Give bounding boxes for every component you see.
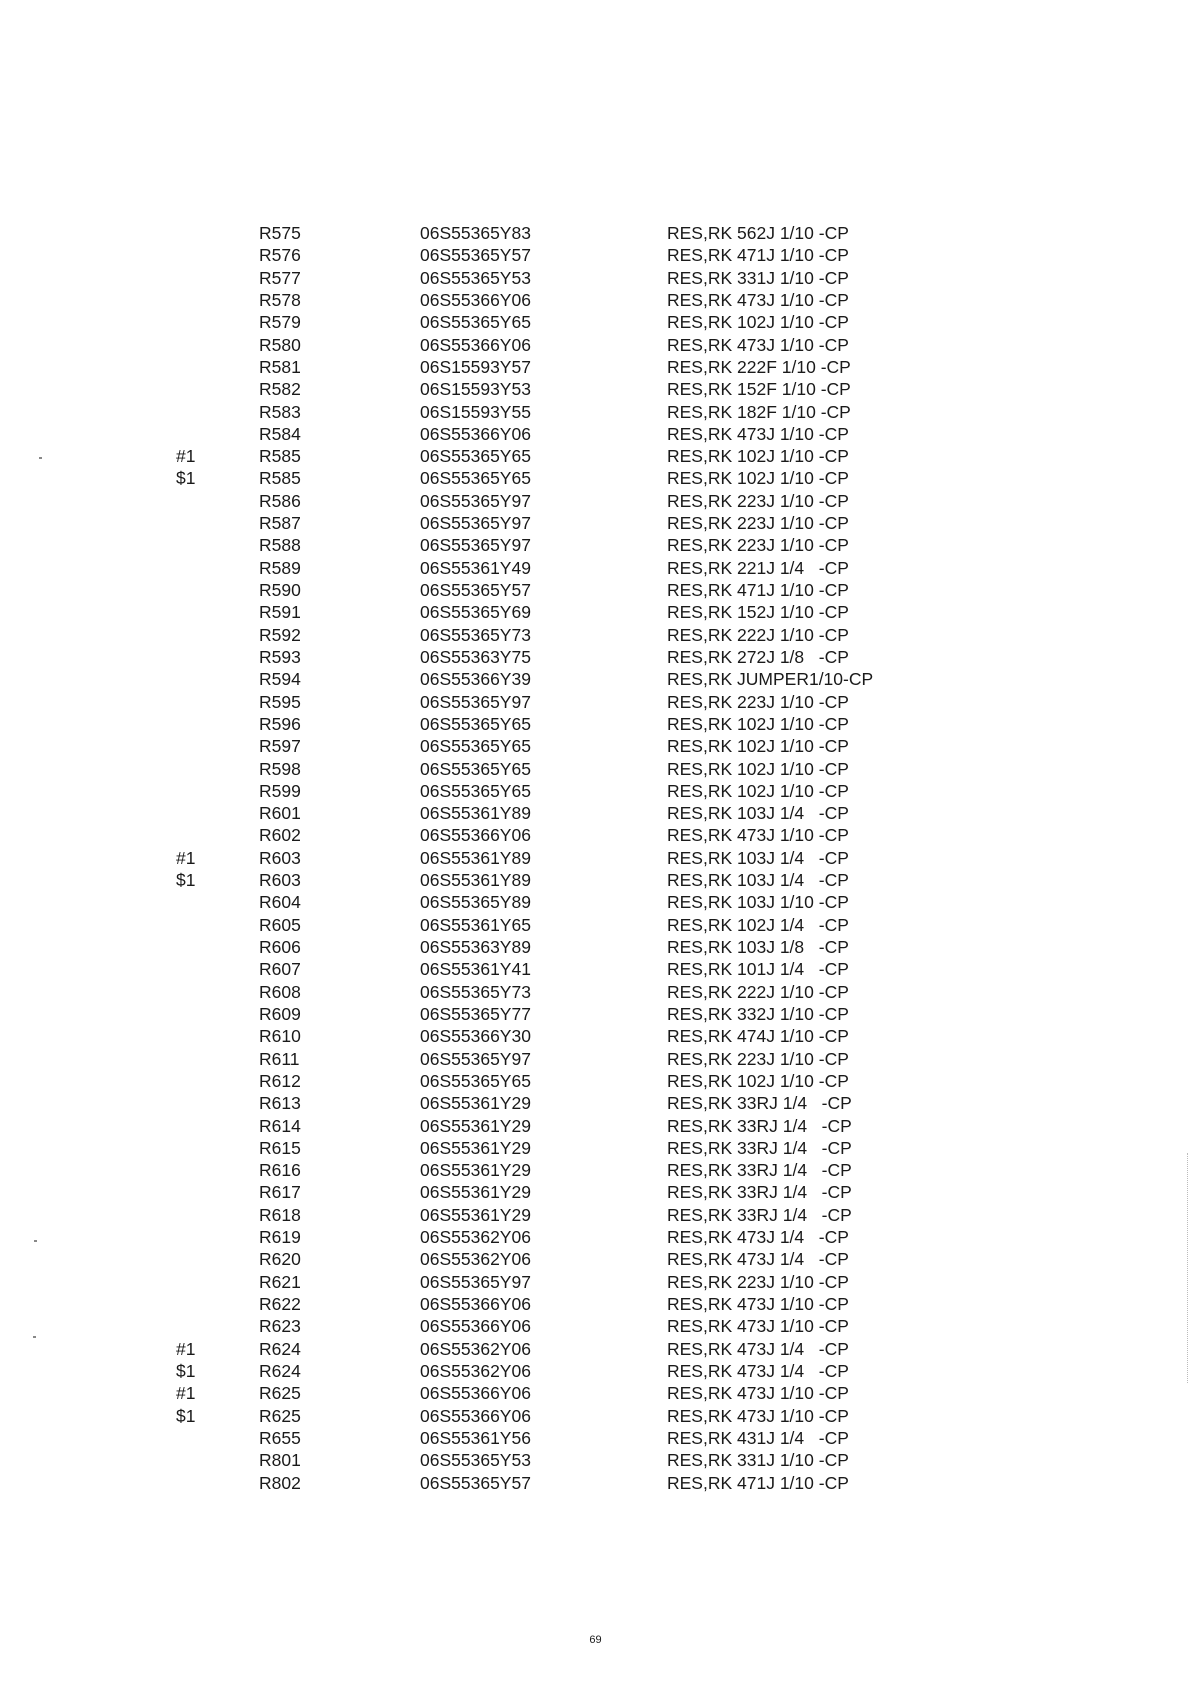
revision-note: #1 (176, 847, 196, 868)
part-description: RES,RK 473J 1/4 -CP (667, 1338, 849, 1359)
parts-row (0, 1070, 1191, 1092)
part-number: 06S55365Y65 (420, 780, 531, 801)
reference-designator: R597 (259, 736, 301, 757)
scan-speck (33, 1336, 36, 1338)
parts-row (0, 1427, 1191, 1449)
part-number: 06S55366Y06 (420, 1316, 531, 1337)
parts-row (0, 891, 1191, 913)
parts-row (0, 1115, 1191, 1137)
part-description: RES,RK 102J 1/10 -CP (667, 468, 849, 489)
part-number: 06S55365Y53 (420, 1450, 531, 1471)
part-number: 06S55365Y77 (420, 1003, 531, 1024)
part-number: 06S55366Y06 (420, 334, 531, 355)
part-description: RES,RK 102J 1/10 -CP (667, 713, 849, 734)
parts-row (0, 668, 1191, 690)
part-number: 06S55361Y56 (420, 1427, 531, 1448)
parts-row (0, 624, 1191, 646)
parts-row (0, 1025, 1191, 1047)
part-description: RES,RK 473J 1/10 -CP (667, 289, 849, 310)
parts-row (0, 534, 1191, 556)
reference-designator: R595 (259, 691, 301, 712)
parts-row (0, 557, 1191, 579)
reference-designator: R602 (259, 825, 301, 846)
part-description: RES,RK 223J 1/10 -CP (667, 513, 849, 534)
parts-row (0, 1405, 1191, 1427)
revision-note: $1 (176, 1360, 196, 1381)
part-description: RES,RK 473J 1/10 -CP (667, 1383, 849, 1404)
reference-designator: R616 (259, 1160, 301, 1181)
part-description: RES,RK 33RJ 1/4 -CP (667, 1137, 852, 1158)
parts-row (0, 579, 1191, 601)
part-number: 06S55365Y65 (420, 713, 531, 734)
reference-designator: R603 (259, 870, 301, 891)
reference-designator: R583 (259, 401, 301, 422)
part-number: 06S55361Y89 (420, 870, 531, 891)
parts-row (0, 1003, 1191, 1025)
parts-row (0, 1092, 1191, 1114)
part-description: RES,RK 331J 1/10 -CP (667, 267, 849, 288)
part-number: 06S55366Y39 (420, 669, 531, 690)
parts-row (0, 914, 1191, 936)
parts-row (0, 713, 1191, 735)
parts-row (0, 936, 1191, 958)
reference-designator: R596 (259, 713, 301, 734)
part-number: 06S55365Y65 (420, 468, 531, 489)
parts-row (0, 1181, 1191, 1203)
reference-designator: R609 (259, 1003, 301, 1024)
part-number: 06S55361Y29 (420, 1115, 531, 1136)
part-number: 06S55366Y06 (420, 1294, 531, 1314)
part-description: RES,RK 471J 1/10 -CP (667, 245, 849, 266)
reference-designator: R605 (259, 914, 301, 935)
reference-designator: R802 (259, 1472, 301, 1493)
parts-row (0, 735, 1191, 757)
reference-designator: R613 (259, 1093, 301, 1114)
reference-designator: R604 (259, 892, 301, 913)
parts-row (0, 601, 1191, 623)
part-description: RES,RK 471J 1/10 -CP (667, 580, 849, 600)
reference-designator: R585 (259, 446, 301, 467)
reference-designator: R801 (259, 1450, 301, 1471)
reference-designator: R615 (259, 1137, 301, 1158)
part-number: 06S55362Y06 (420, 1249, 531, 1270)
part-description: RES,RK 473J 1/4 -CP (667, 1249, 849, 1270)
part-description: RES,RK 152J 1/10 -CP (667, 602, 849, 623)
part-description: RES,RK 473J 1/10 -CP (667, 1294, 849, 1314)
parts-row (0, 445, 1191, 467)
part-description: RES,RK 102J 1/10 -CP (667, 780, 849, 801)
part-description: RES,RK 473J 1/10 -CP (667, 825, 849, 846)
reference-designator: R593 (259, 646, 301, 667)
part-number: 06S55363Y75 (420, 646, 531, 667)
reference-designator: R618 (259, 1204, 301, 1225)
part-description: RES,RK 473J 1/10 -CP (667, 334, 849, 355)
part-description: RES,RK 223J 1/10 -CP (667, 535, 849, 556)
part-number: 06S55366Y06 (420, 1383, 531, 1404)
reference-designator: R620 (259, 1249, 301, 1270)
part-description: RES,RK 223J 1/10 -CP (667, 490, 849, 511)
revision-note: $1 (176, 1405, 196, 1426)
part-number: 06S55365Y89 (420, 892, 531, 913)
reference-designator: R603 (259, 847, 301, 868)
reference-designator: R606 (259, 937, 301, 957)
part-description: RES,RK 223J 1/10 -CP (667, 691, 849, 712)
parts-row (0, 1360, 1191, 1382)
part-description: RES,RK 331J 1/10 -CP (667, 1450, 849, 1471)
parts-row (0, 423, 1191, 445)
parts-row (0, 646, 1191, 668)
parts-row (0, 1159, 1191, 1181)
part-number: 06S55365Y57 (420, 1472, 531, 1493)
scan-edge-mark (1187, 1153, 1189, 1383)
part-number: 06S55361Y41 (420, 959, 531, 980)
part-description: RES,RK 222F 1/10 -CP (667, 356, 851, 377)
parts-row (0, 267, 1191, 289)
part-description: RES,RK 223J 1/10 -CP (667, 1048, 849, 1069)
part-number: 06S55366Y06 (420, 1405, 531, 1426)
reference-designator: R585 (259, 468, 301, 489)
parts-row (0, 1293, 1191, 1315)
reference-designator: R582 (259, 379, 301, 400)
part-description: RES,RK 473J 1/10 -CP (667, 1405, 849, 1426)
part-number: 06S55361Y29 (420, 1137, 531, 1158)
parts-row (0, 1226, 1191, 1248)
parts-row (0, 401, 1191, 423)
part-number: 06S55365Y69 (420, 602, 531, 623)
part-number: 06S55365Y57 (420, 245, 531, 266)
reference-designator: R625 (259, 1405, 301, 1426)
reference-designator: R584 (259, 423, 301, 444)
reference-designator: R608 (259, 981, 301, 1002)
part-number: 06S55366Y06 (420, 825, 531, 846)
part-description: RES,RK 102J 1/10 -CP (667, 1070, 849, 1091)
reference-designator: R612 (259, 1070, 301, 1091)
reference-designator: R586 (259, 490, 301, 511)
reference-designator: R611 (259, 1048, 300, 1069)
part-description: RES,RK 102J 1/10 -CP (667, 312, 849, 333)
part-description: RES,RK 102J 1/10 -CP (667, 446, 849, 467)
part-description: RES,RK 471J 1/10 -CP (667, 1472, 849, 1493)
reference-designator: R610 (259, 1026, 301, 1047)
scan-speck (39, 457, 42, 459)
reference-designator: R590 (259, 580, 301, 600)
parts-row (0, 1449, 1191, 1471)
reference-designator: R622 (259, 1294, 301, 1314)
part-number: 06S55365Y97 (420, 691, 531, 712)
reference-designator: R625 (259, 1383, 301, 1404)
parts-row (0, 1048, 1191, 1070)
revision-note: $1 (176, 468, 196, 489)
scan-speck (34, 1240, 37, 1242)
part-description: RES,RK 33RJ 1/4 -CP (667, 1115, 852, 1136)
part-number: 06S55361Y29 (420, 1160, 531, 1181)
part-description: RES,RK 474J 1/10 -CP (667, 1026, 849, 1047)
reference-designator: R580 (259, 334, 301, 355)
part-number: 06S55361Y29 (420, 1182, 531, 1203)
part-description: RES,RK 103J 1/10 -CP (667, 892, 849, 913)
part-description: RES,RK 222J 1/10 -CP (667, 981, 849, 1002)
part-number: 06S55366Y30 (420, 1026, 531, 1047)
part-number: 06S55361Y29 (420, 1204, 531, 1225)
reference-designator: R601 (259, 803, 301, 824)
part-description: RES,RK 562J 1/10 -CP (667, 223, 849, 243)
reference-designator: R591 (259, 602, 301, 623)
part-number: 06S55365Y65 (420, 736, 531, 757)
reference-designator: R594 (259, 669, 301, 690)
reference-designator: R598 (259, 758, 301, 779)
part-description: RES,RK 272J 1/8 -CP (667, 646, 849, 667)
reference-designator: R579 (259, 312, 301, 333)
part-number: 06S55365Y65 (420, 446, 531, 467)
parts-row (0, 691, 1191, 713)
reference-designator: R621 (259, 1271, 301, 1292)
part-number: 06S55361Y89 (420, 803, 531, 824)
part-number: 06S15593Y53 (420, 379, 531, 400)
part-number: 06S55361Y49 (420, 557, 531, 578)
reference-designator: R589 (259, 557, 301, 578)
revision-note: #1 (176, 446, 196, 467)
part-description: RES,RK 103J 1/4 -CP (667, 870, 849, 891)
part-description: RES,RK 102J 1/4 -CP (667, 914, 849, 935)
part-number: 06S55365Y97 (420, 535, 531, 556)
reference-designator: R623 (259, 1316, 301, 1337)
part-number: 06S15593Y57 (420, 356, 531, 377)
revision-note: #1 (176, 1338, 196, 1359)
part-description: RES,RK 223J 1/10 -CP (667, 1271, 849, 1292)
parts-row (0, 758, 1191, 780)
part-description: RES,RK 33RJ 1/4 -CP (667, 1182, 852, 1203)
parts-row (0, 780, 1191, 802)
part-number: 06S55365Y65 (420, 312, 531, 333)
part-description: RES,RK 33RJ 1/4 -CP (667, 1160, 852, 1181)
revision-note: #1 (176, 1383, 196, 1404)
part-description: RES,RK 103J 1/8 -CP (667, 937, 849, 957)
reference-designator: R599 (259, 780, 301, 801)
parts-row (0, 802, 1191, 824)
parts-row (0, 958, 1191, 980)
part-description: RES,RK 473J 1/4 -CP (667, 1360, 849, 1381)
part-number: 06S55362Y06 (420, 1338, 531, 1359)
reference-designator: R587 (259, 513, 301, 534)
reference-designator: R624 (259, 1338, 301, 1359)
parts-row (0, 1338, 1191, 1360)
part-number: 06S55366Y06 (420, 289, 531, 310)
reference-designator: R655 (259, 1427, 301, 1448)
page-number: 69 (589, 1634, 602, 1646)
part-number: 06S55365Y65 (420, 758, 531, 779)
reference-designator: R588 (259, 535, 301, 556)
part-number: 06S55361Y29 (420, 1093, 531, 1114)
part-description: RES,RK 101J 1/4 -CP (667, 959, 849, 980)
part-description: RES,RK 221J 1/4 -CP (667, 557, 849, 578)
part-description: RES,RK JUMPER1/10-CP (667, 669, 874, 690)
parts-row (0, 467, 1191, 489)
part-number: 06S55365Y83 (420, 223, 531, 243)
part-number: 06S55365Y97 (420, 490, 531, 511)
parts-row (0, 490, 1191, 512)
part-number: 06S55365Y57 (420, 580, 531, 600)
part-number: 06S55365Y73 (420, 624, 531, 645)
reference-designator: R576 (259, 245, 301, 266)
parts-row (0, 244, 1191, 266)
reference-designator: R575 (259, 223, 301, 243)
reference-designator: R592 (259, 624, 301, 645)
part-number: 06S55361Y89 (420, 847, 531, 868)
part-description: RES,RK 182F 1/10 -CP (667, 401, 851, 422)
parts-list (0, 222, 1191, 1494)
part-description: RES,RK 473J 1/10 -CP (667, 1316, 849, 1337)
part-number: 06S55361Y65 (420, 914, 531, 935)
reference-designator: R607 (259, 959, 301, 980)
part-description: RES,RK 431J 1/4 -CP (667, 1427, 849, 1448)
parts-row (0, 1204, 1191, 1226)
reference-designator: R617 (259, 1182, 301, 1203)
parts-row (0, 311, 1191, 333)
part-number: 06S55365Y73 (420, 981, 531, 1002)
parts-row (0, 222, 1191, 244)
part-number: 06S55365Y97 (420, 1048, 531, 1069)
part-description: RES,RK 33RJ 1/4 -CP (667, 1093, 852, 1114)
part-number: 06S55362Y06 (420, 1227, 531, 1248)
parts-row (0, 1472, 1191, 1494)
reference-designator: R614 (259, 1115, 301, 1136)
reference-designator: R624 (259, 1360, 301, 1381)
part-number: 06S55363Y89 (420, 937, 531, 957)
reference-designator: R581 (259, 356, 301, 377)
part-description: RES,RK 332J 1/10 -CP (667, 1003, 849, 1024)
parts-row (0, 1137, 1191, 1159)
parts-row (0, 1271, 1191, 1293)
part-description: RES,RK 102J 1/10 -CP (667, 736, 849, 757)
parts-row (0, 356, 1191, 378)
revision-note: $1 (176, 870, 196, 891)
parts-row (0, 981, 1191, 1003)
parts-row (0, 824, 1191, 846)
parts-row (0, 289, 1191, 311)
part-number: 06S55365Y65 (420, 1070, 531, 1091)
part-number: 06S55365Y97 (420, 513, 531, 534)
parts-row (0, 1248, 1191, 1270)
parts-row (0, 847, 1191, 869)
part-number: 06S55365Y53 (420, 267, 531, 288)
part-description: RES,RK 473J 1/4 -CP (667, 1227, 849, 1248)
parts-row (0, 869, 1191, 891)
parts-row (0, 334, 1191, 356)
part-number: 06S15593Y55 (420, 401, 531, 422)
part-description: RES,RK 33RJ 1/4 -CP (667, 1204, 852, 1225)
reference-designator: R577 (259, 267, 301, 288)
part-description: RES,RK 152F 1/10 -CP (667, 379, 851, 400)
part-description: RES,RK 473J 1/10 -CP (667, 423, 849, 444)
parts-row (0, 1382, 1191, 1404)
parts-row (0, 1315, 1191, 1337)
part-description: RES,RK 102J 1/10 -CP (667, 758, 849, 779)
parts-row (0, 378, 1191, 400)
part-description: RES,RK 103J 1/4 -CP (667, 803, 849, 824)
part-number: 06S55362Y06 (420, 1360, 531, 1381)
part-description: RES,RK 103J 1/4 -CP (667, 847, 849, 868)
parts-row (0, 512, 1191, 534)
part-number: 06S55366Y06 (420, 423, 531, 444)
part-number: 06S55365Y97 (420, 1271, 531, 1292)
part-description: RES,RK 222J 1/10 -CP (667, 624, 849, 645)
reference-designator: R619 (259, 1227, 301, 1248)
reference-designator: R578 (259, 289, 301, 310)
